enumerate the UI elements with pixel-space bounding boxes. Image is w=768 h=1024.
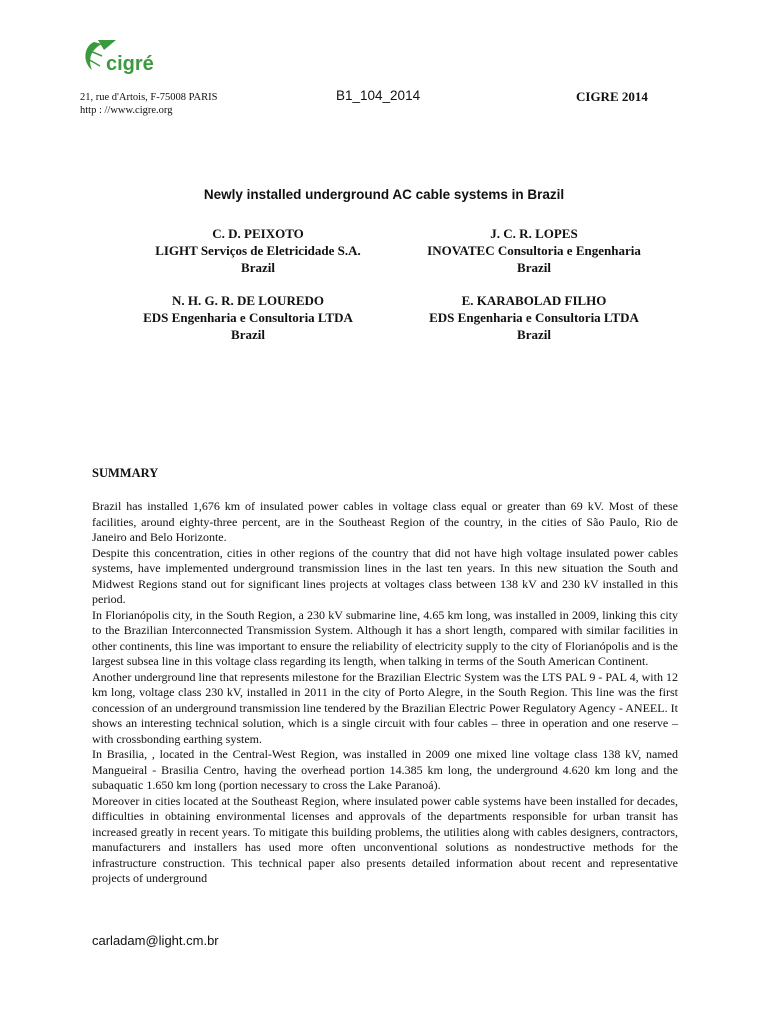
author-block xyxy=(110,225,406,276)
summary-paragraph: In Florianópolis city, in the South Region, a 230 kV submarine line, 4.65 km long, was installed in 2009, linking this city to the Brazilian Interconnected Transmission System. Although it has a short length, compared with similar facilities in other continents, this line was important to ensure the reliability of electricity supply to the city of Florianópolis and is the largest subsea line in this voltage class regarding its length, when talking in terms of the South American Continent. xyxy=(92,607,678,668)
address-block xyxy=(80,91,217,117)
author-affiliation: INOVATEC Consultoria e Engenharia xyxy=(427,243,641,258)
svg-text:cigré: cigré xyxy=(106,53,154,75)
summary-paragraph: Another underground line that represents milestone for the Brazilian Electric System was the LTS PAL 9 - PAL 4, with 12 km long, voltage class 230 kV, installed in 2011 in the city of Porto Alegre, in the South Region. This line was the first concession of an underground transmission line tendered by the Brazilian Electric Power Regulatory Agency - ANEEL. It shows an interesting technical solution, which is a single circuit with four cables – three in operation and one reserve – with crossbonding earthing system. xyxy=(92,669,678,746)
summary-paragraph: Despite this concentration, cities in other regions of the country that did not have high voltage insulated power cables systems, have implemented underground transmission lines in the last ten years. In this new situation the South and Midwest Regions stand out for significant lines projects at voltages class between 138 kV and 230 kV installed in this period. xyxy=(92,545,678,606)
address-line: 21, rue d'Artois, F-75008 PARIS xyxy=(80,92,218,103)
author-country: Brazil xyxy=(231,327,265,342)
website-link[interactable]: http : //www.cigre.org xyxy=(80,105,173,116)
author-block xyxy=(396,225,672,276)
author-affiliation: EDS Engenharia e Consultoria LTDA xyxy=(429,310,639,325)
summary-body xyxy=(92,499,678,887)
author-email[interactable]: carladam@light.cm.br xyxy=(92,933,219,948)
author-country: Brazil xyxy=(241,260,275,275)
author-name: E. KARABOLAD FILHO xyxy=(461,293,607,308)
summary-paragraph: Moreover in cities located at the Southeast Region, where insulated power cable systems have been installed for decades, difficulties in obtaining environmental licenses and approvals of the departments responsible for urban transit has increased greatly in recent years. To mitigate this building problems, the utilities along with cables designers, contractors, manufacturers and installers has used more often unconventional solutions as nondestructive methods for the infrastructure construction. This technical paper also presents detailed information about recent and representative projects of underground xyxy=(92,793,678,885)
summary-heading: SUMMARY xyxy=(92,466,159,480)
paper-title: Newly installed underground AC cable systems in Brazil xyxy=(203,187,565,202)
author-block xyxy=(100,292,396,343)
author-affiliation: EDS Engenharia e Consultoria LTDA xyxy=(143,310,353,325)
author-affiliation: LIGHT Serviços de Eletricidade S.A. xyxy=(155,243,361,258)
author-name: J. C. R. LOPES xyxy=(490,226,578,241)
author-country: Brazil xyxy=(517,260,551,275)
cigre-logo xyxy=(80,36,170,84)
author-block xyxy=(396,292,672,343)
author-name: N. H. G. R. DE LOUREDO xyxy=(171,293,325,308)
conference-label: CIGRE 2014 xyxy=(576,89,648,104)
author-country: Brazil xyxy=(517,327,551,342)
author-name: C. D. PEIXOTO xyxy=(212,226,304,241)
summary-paragraph: In Brasilia, , located in the Central-West Region, was installed in 2009 one mixed line voltage class 138 kV, named Mangueiral - Brasilia Centro, having the overhead portion 14.385 km long, the underground 4.620 km long and the subaquatic 1.650 km long (portion necessary to cross the Lake Paranoá). xyxy=(92,747,678,792)
paper-code: B1_104_2014 xyxy=(336,88,421,103)
summary-paragraph: Brazil has installed 1,676 km of insulated power cables in voltage class equal or greater than 69 kV. Most of these facilities, around eighty-three percent, are in the Southeast Region of the country, in the cities of São Paulo, Rio de Janeiro and Belo Horizonte. xyxy=(92,499,678,544)
